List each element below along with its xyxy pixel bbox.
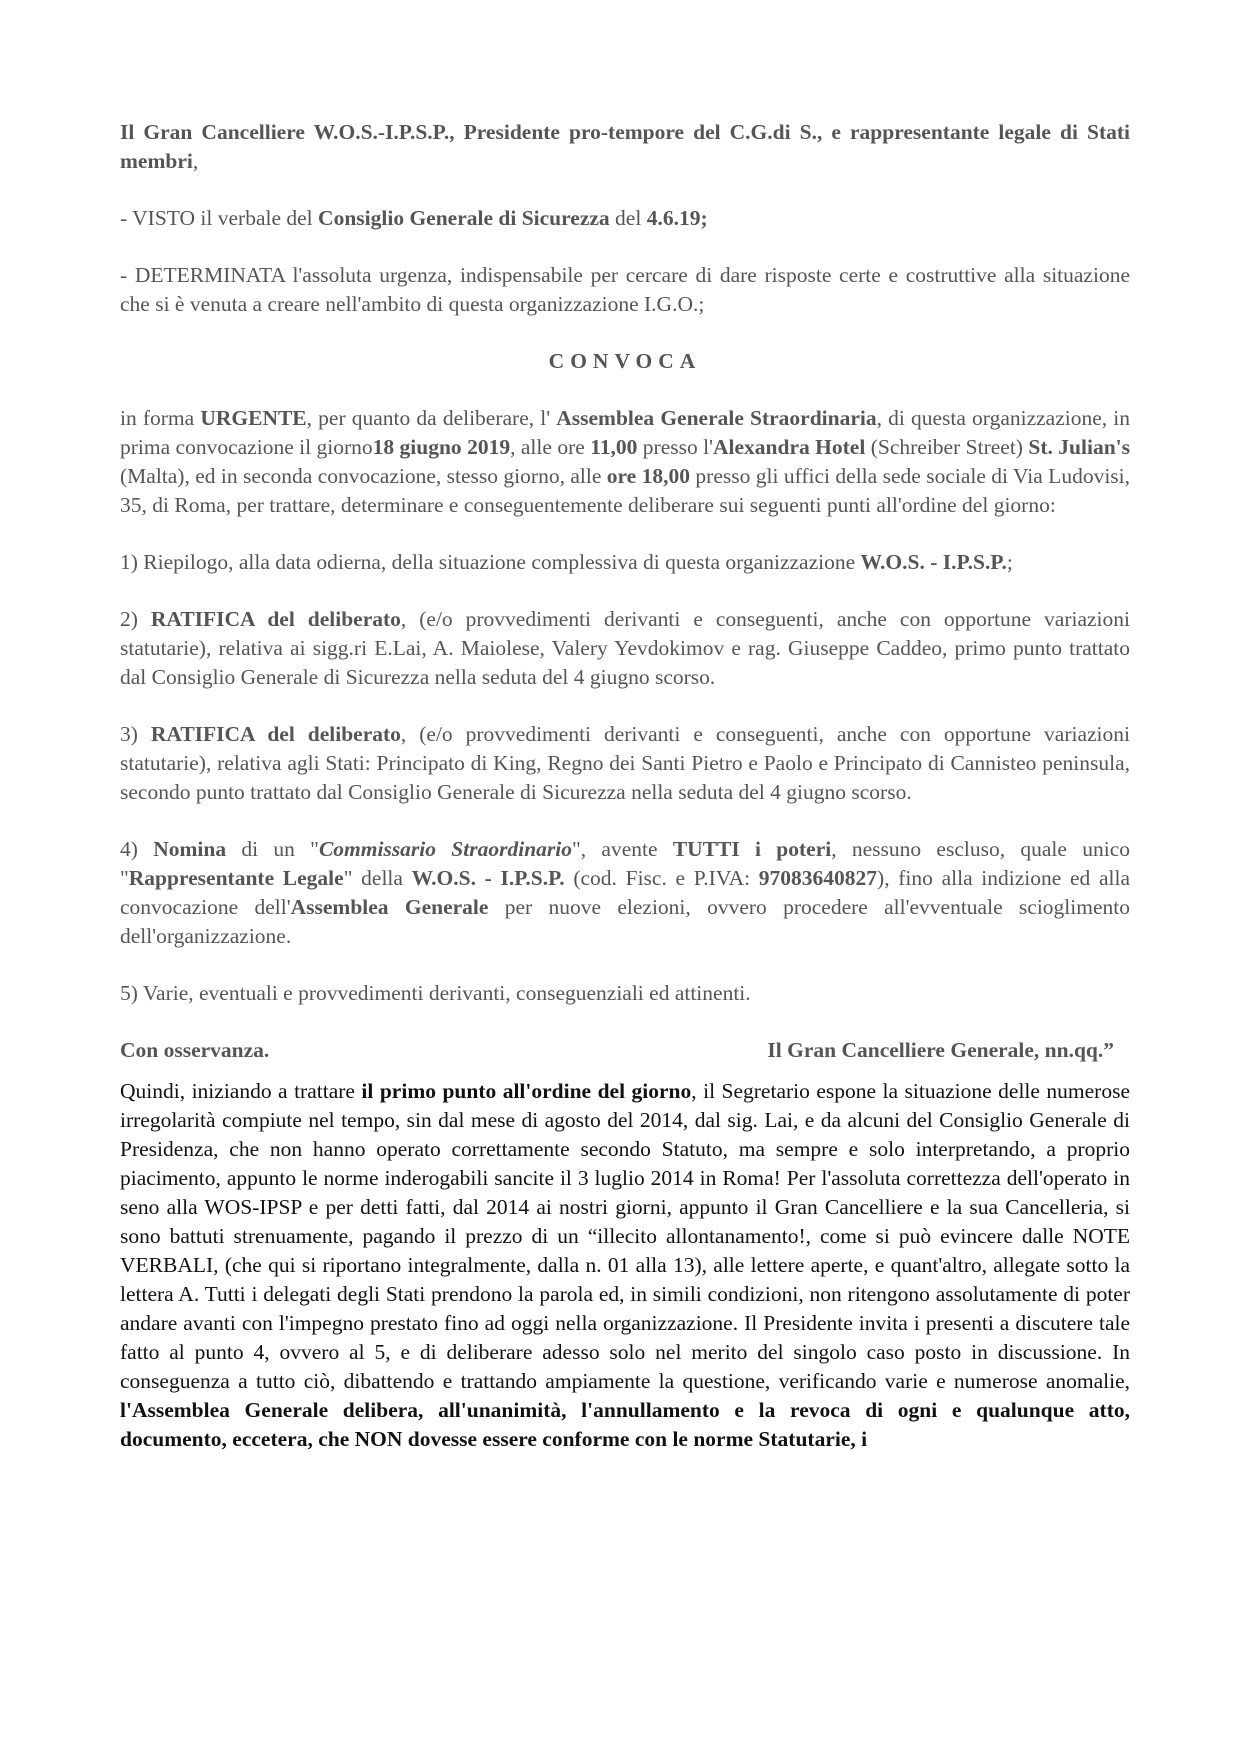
agenda-point-4: 4) Nomina di un "Commissario Straordinario", avente TUTTI i poteri, nessuno escluso, quale unico "Rappresentante Legale" della W.O.S. - I.P.S.P. (cod. Fisc. e P.IVA: 97083640827), fino alla indizione ed alla convocazione dell'Assemblea Generale per nuove elezioni, ovvero procedere all'evventuale scioglimento dell'organizzazione.: [120, 837, 1131, 948]
convocation-paragraph: in forma URGENTE, per quanto da deliberare, l' Assemblea Generale Straordinaria, di questa organizzazione, in prima convocazione il giorno18 giugno 2019, alle ore 11,00 presso l'Alexandra Hotel (Schreiber Street) St. Julian's (Malta), ed in seconda convocazione, stesso giorno, alle ore 18,00 presso gli uffici della sede sociale di Via Ludovisi, 35, di Roma, per trattare, determinare e conseguentemente deliberare sui seguenti punti all'ordine del giorno:: [120, 406, 1131, 517]
convoca-heading: CONVOCA: [548, 349, 702, 373]
minutes-body-paragraph: Quindi, iniziando a trattare il primo punto all'ordine del giorno, il Segretario espone la situazione delle numerose irregolarità compiute nel tempo, sin dal mese di agosto del 2014, dal sig. Lai, e da alcuni del Consiglio Generale di Presidenza, che non hanno operato correttamente secondo Statuto, ma sempre e solo interpretando, a proprio piacimento, appunto le norme inderogabili sancite il 3 luglio 2014 in Roma! Per l'assoluta correttezza dell'operato in seno alla WOS-IPSP e per detti fatti, dal 2014 ai nostri giorni, appunto il Gran Cancelliere e la sua Cancelleria, si sono battuti strenuamente, pagando il prezzo di un “illecito allontanamento!, come si può evincere dalle NOTE VERBALI, (che qui si riportano integralmente, dalla n. 01 alla 13), alle lettere aperte, e quant'altro, allegate sotto la lettera A. Tutti i delegati degli Stati prendono la parola ed, in simili condizioni, non ritengono assolutamente di poter andare avanti con l'impegno prestato fino ad oggi nella organizzazione. Il Presidente invita i presenti a discutere tale fatto al punto 4, ovvero al 5, e di deliberare adesso solo nel merito del singolo caso posto in discussione. In conseguenza a tutto ciò, dibattendo e trattando ampiamente la questione, verificando varie e numerose anomalie, l'Assemblea Generale delibera, all'unanimità, l'annullamento e la revoca di ogni e qualunque atto, documento, eccetera, che NON dovesse essere conforme con le norme Statutarie, i: [120, 1079, 1130, 1451]
intro-heading: Il Gran Cancelliere W.O.S.-I.P.S.P., Presidente pro-tempore del C.G.di S., e rappresentante legale di Stati membri: [120, 120, 1130, 173]
signature-row: [120, 1036, 1130, 1065]
agenda-point-5: 5) Varie, eventuali e provvedimenti derivanti, conseguenziali ed attinenti.: [120, 981, 751, 1005]
agenda-point-3: 3) RATIFICA del deliberato, (e/o provvedimenti derivanti e conseguenti, anche con opportune variazioni statutarie), relativa agli Stati: Principato di King, Regno dei Santi Pietro e Paolo e Principato di Cannisteo peninsula, secondo punto trattato dal Consiglio Generale di Sicurezza nella seduta del 4 giugno scorso.: [120, 722, 1130, 804]
determinata-paragraph: - DETERMINATA l'assoluta urgenza, indispensabile per cercare di dare risposte certe e costruttive alla situazione che si è venuta a creare nell'ambito di questa organizzazione I.G.O.;: [120, 263, 1130, 316]
closing-salutation: Con osservanza.: [120, 1038, 270, 1062]
intro-paragraph: Il Gran Cancelliere W.O.S.-I.P.S.P., Presidente pro-tempore del C.G.di S., e rappresentante legale di Stati membri,: [120, 120, 1130, 173]
agenda-point-2: 2) RATIFICA del deliberato, (e/o provvedimenti derivanti e conseguenti, anche con opportune variazioni statutarie), relativa ai sigg.ri E.Lai, A. Maiolese, Valery Yevdokimov e rag. Giuseppe Caddeo, primo punto trattato dal Consiglio Generale di Sicurezza nella seduta del 4 giugno scorso.: [120, 607, 1130, 689]
visto-paragraph: - VISTO il verbale del Consiglio Generale di Sicurezza del 4.6.19;: [120, 206, 708, 230]
signatory-title: Il Gran Cancelliere Generale, nn.qq.”: [767, 1038, 1114, 1062]
agenda-point-1: 1) Riepilogo, alla data odierna, della situazione complessiva di questa organizzazione W.O.S. - I.P.S.P.;: [120, 550, 1013, 574]
document-page: [120, 118, 1130, 1454]
